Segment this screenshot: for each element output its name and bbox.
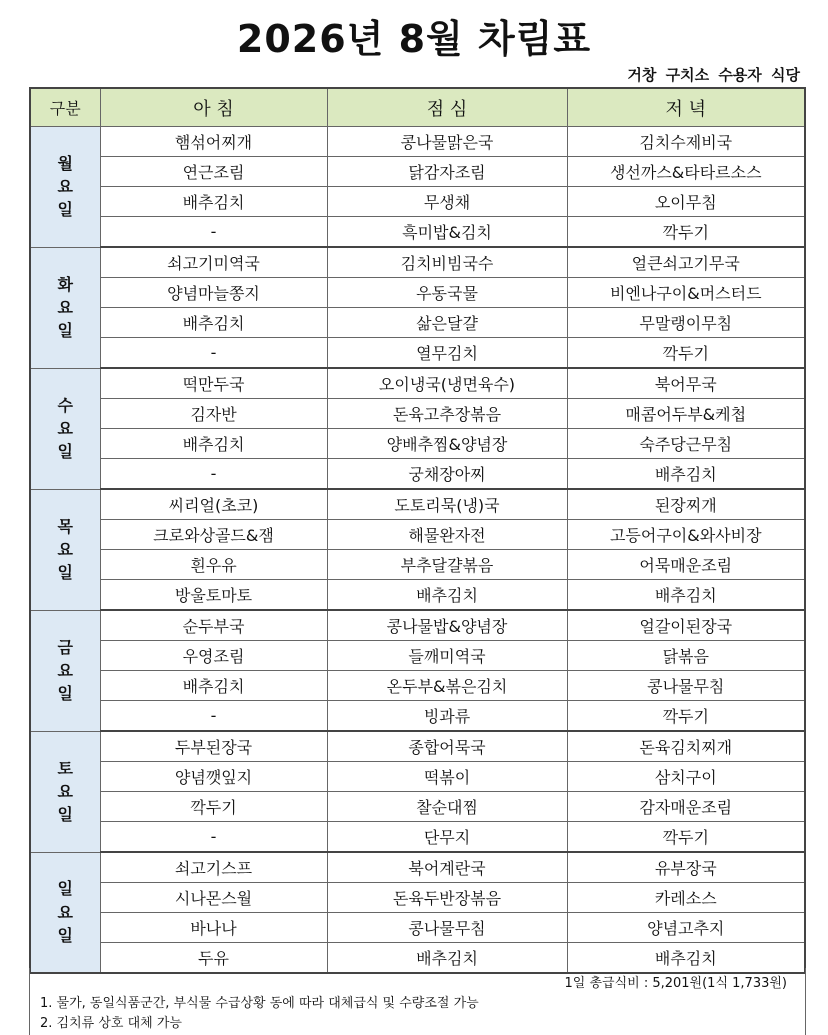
table-row <box>30 217 805 248</box>
lunch-item: 닭감자조림 <box>327 157 567 187</box>
notes <box>40 994 479 1034</box>
table-row <box>30 459 805 490</box>
table-row <box>30 701 805 732</box>
menu-body <box>30 127 805 974</box>
table-row <box>30 610 805 641</box>
table-row <box>30 913 805 943</box>
breakfast-item: 순두부국 <box>100 610 327 641</box>
table-row <box>30 852 805 883</box>
table-row <box>30 520 805 550</box>
lunch-item: 삶은달걀 <box>327 308 567 338</box>
lunch-item: 우동국물 <box>327 278 567 308</box>
dinner-item: 돈육김치찌개 <box>567 731 805 762</box>
page-subtitle: 거창 구치소 수용자 식당 <box>627 66 800 84</box>
breakfast-item: 연근조림 <box>100 157 327 187</box>
dinner-item: 닭볶음 <box>567 641 805 671</box>
dinner-item: 깍두기 <box>567 338 805 369</box>
lunch-item: 배추김치 <box>327 580 567 611</box>
table-row <box>30 278 805 308</box>
lunch-item: 도토리묵(냉)국 <box>327 489 567 520</box>
breakfast-item: 우영조림 <box>100 641 327 671</box>
dinner-item: 비엔나구이&머스터드 <box>567 278 805 308</box>
breakfast-item: 떡만두국 <box>100 368 327 399</box>
table-row <box>30 127 805 157</box>
header-breakfast: 아 침 <box>100 88 327 127</box>
dinner-item: 얼큰쇠고기무국 <box>567 247 805 278</box>
page-title: 2026년 8월 차림표 <box>236 17 592 61</box>
lunch-item: 종합어묵국 <box>327 731 567 762</box>
table-row <box>30 883 805 913</box>
day-label: 수 요 일 <box>30 368 100 489</box>
dinner-item: 배추김치 <box>567 580 805 611</box>
table-row <box>30 580 805 611</box>
breakfast-item: 배추김치 <box>100 671 327 701</box>
breakfast-item: 깍두기 <box>100 792 327 822</box>
dinner-item: 어묵매운조림 <box>567 550 805 580</box>
daily-cost: 1일 총급식비 : 5,201원(1식 1,733원) <box>564 976 787 991</box>
table-row <box>30 187 805 217</box>
table-row <box>30 641 805 671</box>
lunch-item: 빙과류 <box>327 701 567 732</box>
lunch-item: 콩나물맑은국 <box>327 127 567 157</box>
header-lunch: 점 심 <box>327 88 567 127</box>
lunch-item: 궁채장아찌 <box>327 459 567 490</box>
dinner-item: 북어무국 <box>567 368 805 399</box>
day-label: 일 요 일 <box>30 852 100 973</box>
lunch-item: 무생채 <box>327 187 567 217</box>
dinner-item: 오이무침 <box>567 187 805 217</box>
dinner-item: 생선까스&타타르소스 <box>567 157 805 187</box>
breakfast-item: - <box>100 822 327 853</box>
table-row <box>30 731 805 762</box>
dinner-item: 얼갈이된장국 <box>567 610 805 641</box>
lunch-item: 콩나물무침 <box>327 913 567 943</box>
breakfast-item: 쇠고기스프 <box>100 852 327 883</box>
lunch-item: 양배추찜&양념장 <box>327 429 567 459</box>
lunch-item: 열무김치 <box>327 338 567 369</box>
table-row <box>30 368 805 399</box>
day-label: 월 요 일 <box>30 127 100 248</box>
table-row <box>30 792 805 822</box>
breakfast-item: - <box>100 338 327 369</box>
header-dinner: 저 녁 <box>567 88 805 127</box>
table-row <box>30 550 805 580</box>
table-row <box>30 247 805 278</box>
dinner-item: 카레소스 <box>567 883 805 913</box>
table-row <box>30 338 805 369</box>
day-label: 화 요 일 <box>30 247 100 368</box>
dinner-item: 양념고추지 <box>567 913 805 943</box>
breakfast-item: 양념마늘쫑지 <box>100 278 327 308</box>
lunch-item: 오이냉국(냉면육수) <box>327 368 567 399</box>
lunch-item: 배추김치 <box>327 943 567 974</box>
table-row <box>30 308 805 338</box>
lunch-item: 떡볶이 <box>327 762 567 792</box>
breakfast-item: 김자반 <box>100 399 327 429</box>
day-label: 금 요 일 <box>30 610 100 731</box>
dinner-item: 유부장국 <box>567 852 805 883</box>
lunch-item: 흑미밥&김치 <box>327 217 567 248</box>
dinner-item: 깍두기 <box>567 701 805 732</box>
menu-table <box>29 87 806 974</box>
breakfast-item: - <box>100 701 327 732</box>
lunch-item: 찰순대찜 <box>327 792 567 822</box>
dinner-item: 무말랭이무침 <box>567 308 805 338</box>
breakfast-item: 햄섞어찌개 <box>100 127 327 157</box>
dinner-item: 삼치구이 <box>567 762 805 792</box>
breakfast-item: 흰우유 <box>100 550 327 580</box>
lunch-item: 북어계란국 <box>327 852 567 883</box>
table-row <box>30 822 805 853</box>
dinner-item: 숙주당근무침 <box>567 429 805 459</box>
breakfast-item: 두유 <box>100 943 327 974</box>
lunch-item: 해물완자전 <box>327 520 567 550</box>
lunch-item: 콩나물밥&양념장 <box>327 610 567 641</box>
dinner-item: 배추김치 <box>567 459 805 490</box>
breakfast-item: 바나나 <box>100 913 327 943</box>
breakfast-item: 배추김치 <box>100 429 327 459</box>
dinner-item: 된장찌개 <box>567 489 805 520</box>
table-row <box>30 762 805 792</box>
dinner-item: 깍두기 <box>567 822 805 853</box>
breakfast-item: 방울토마토 <box>100 580 327 611</box>
breakfast-item: 양념깻잎지 <box>100 762 327 792</box>
lunch-item: 온두부&볶은김치 <box>327 671 567 701</box>
breakfast-item: - <box>100 217 327 248</box>
dinner-item: 고등어구이&와사비장 <box>567 520 805 550</box>
dinner-item: 배추김치 <box>567 943 805 974</box>
lunch-item: 돈육두반장볶음 <box>327 883 567 913</box>
dinner-item: 감자매운조림 <box>567 792 805 822</box>
table-row <box>30 489 805 520</box>
day-label: 목 요 일 <box>30 489 100 610</box>
header-row <box>30 88 805 127</box>
dinner-item: 김치수제비국 <box>567 127 805 157</box>
lunch-item: 부추달걀볶음 <box>327 550 567 580</box>
lunch-item: 단무지 <box>327 822 567 853</box>
note-item: 2. 김치류 상호 대체 가능 <box>40 1016 182 1031</box>
dinner-item: 매콤어두부&케첩 <box>567 399 805 429</box>
header-day: 구분 <box>30 88 100 127</box>
table-row <box>30 429 805 459</box>
footer <box>29 968 806 1035</box>
lunch-item: 돈육고추장볶음 <box>327 399 567 429</box>
breakfast-item: 두부된장국 <box>100 731 327 762</box>
table-row <box>30 157 805 187</box>
table-row <box>30 399 805 429</box>
table-row <box>30 671 805 701</box>
day-label: 토 요 일 <box>30 731 100 852</box>
dinner-item: 콩나물무침 <box>567 671 805 701</box>
breakfast-item: 배추김치 <box>100 187 327 217</box>
breakfast-item: 씨리얼(초코) <box>100 489 327 520</box>
breakfast-item: 배추김치 <box>100 308 327 338</box>
breakfast-item: - <box>100 459 327 490</box>
breakfast-item: 크로와상골드&잼 <box>100 520 327 550</box>
lunch-item: 들깨미역국 <box>327 641 567 671</box>
breakfast-item: 쇠고기미역국 <box>100 247 327 278</box>
note-item: 1. 물가, 동일식품군간, 부식물 수급상황 동에 따라 대체급식 및 수량조절 가능 <box>40 996 479 1011</box>
dinner-item: 깍두기 <box>567 217 805 248</box>
lunch-item: 김치비빔국수 <box>327 247 567 278</box>
breakfast-item: 시나몬스월 <box>100 883 327 913</box>
